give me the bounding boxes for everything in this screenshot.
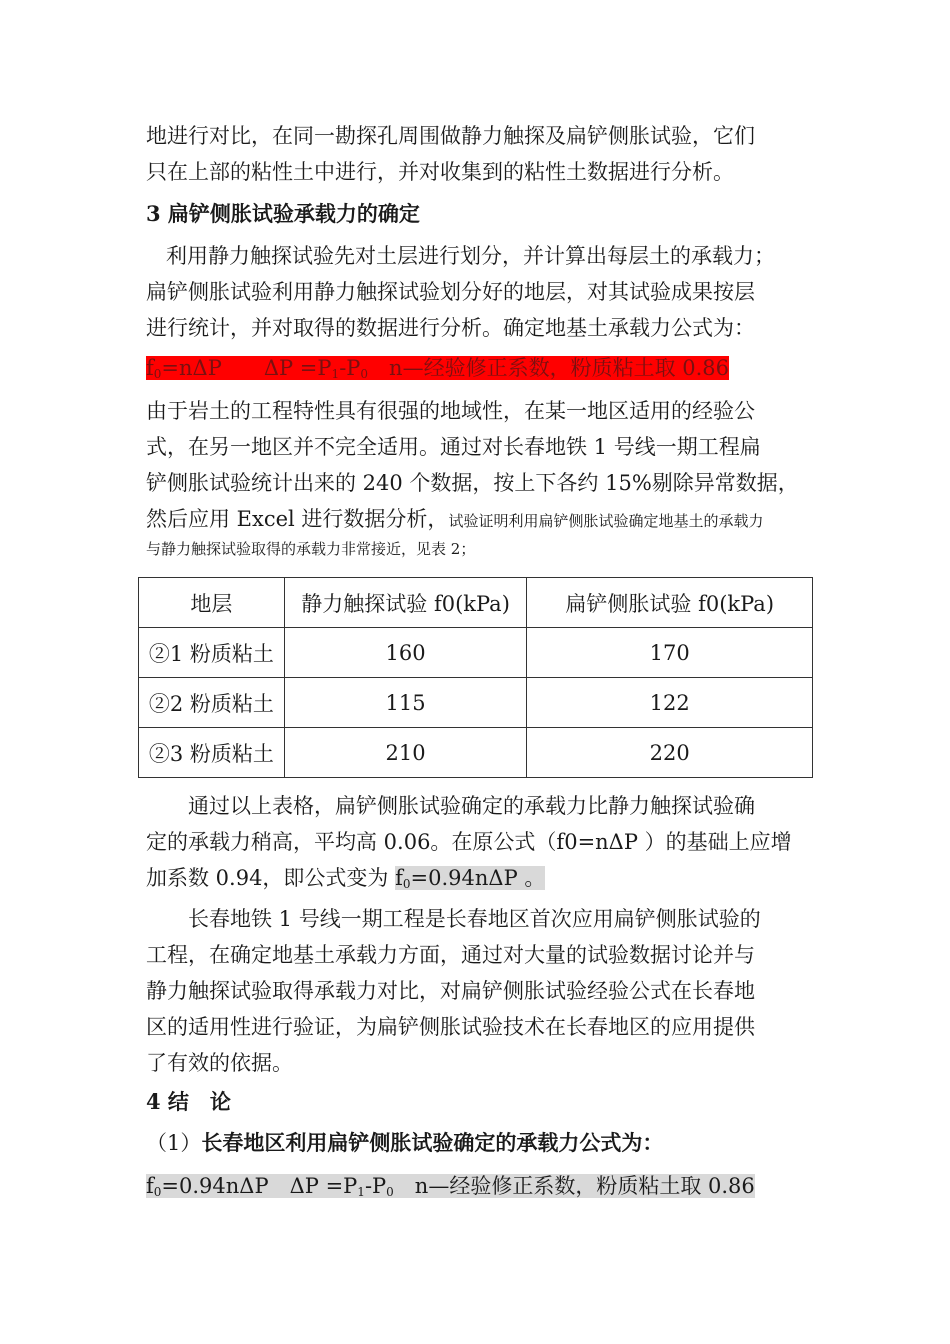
table-cell: ②3 粉质粘土 xyxy=(139,728,285,778)
paragraph-line: 与静力触探试验取得的承载力非常接近，见表 2； xyxy=(146,540,476,558)
section-heading-3: 3 扁铲侧胀试验承载力的确定 xyxy=(146,201,420,226)
paragraph-line: 地进行对比，在同一勘探孔周围做静力触探及扁铲侧胀试验，它们 xyxy=(146,124,755,148)
table-row xyxy=(139,678,813,728)
paragraph-line: 进行统计，并对取得的数据进行分析。确定地基土承载力公式为： xyxy=(146,316,755,340)
comparison-table xyxy=(138,577,813,778)
formula-highlighted-red: $f_0=n\Delta P$ $\Delta P =P_1-P_0$ n—经验修正系数，粉质粘土取 0.86 xyxy=(146,356,730,381)
table-cell: 122 xyxy=(527,678,813,728)
paragraph-line: 铲侧胀试验统计出来的 240 个数据，按上下各约 15%剔除异常数据， xyxy=(146,471,799,495)
table-cell: 220 xyxy=(527,728,813,778)
table-cell: ②1 粉质粘土 xyxy=(139,628,285,678)
table-header-cell: 地层 xyxy=(139,578,285,628)
paragraph-line: 加系数 0.94，即公式变为 $f_0=0.94n\Delta P$ 。 xyxy=(146,866,546,891)
table-row xyxy=(139,728,813,778)
paragraph-line: 由于岩土的工程特性具有很强的地域性，在某一地区适用的经验公 xyxy=(146,399,755,423)
table-cell: ②2 粉质粘土 xyxy=(139,678,285,728)
section-heading-4: 4 结 论 xyxy=(146,1089,231,1114)
table-cell: 170 xyxy=(527,628,813,678)
table-row xyxy=(139,628,813,678)
paragraph-line: 扁铲侧胀试验利用静力触探试验划分好的地层，对其试验成果按层 xyxy=(146,280,755,304)
paragraph-line: 式，在另一地区并不完全适用。通过对长春地铁 1 号线一期工程扁 xyxy=(146,435,761,459)
paragraph-line: 只在上部的粘性土中进行，并对收集到的粘性土数据进行分析。 xyxy=(146,160,734,184)
paragraph-line: 定的承载力稍高，平均高 0.06。在原公式（f0=nΔP ）的基础上应增 xyxy=(146,830,792,854)
formula-inline-highlighted: $f_0=0.94n\Delta P$ 。 xyxy=(395,866,546,891)
formula-highlighted-gray: $f_0=0.94n\Delta P$ $\Delta P =P_1-P_0$ n—经验修正系数，粉质粘土取 0.86 xyxy=(146,1174,755,1199)
paragraph-line: 通过以上表格，扁铲侧胀试验确定的承载力比静力触探试验确 xyxy=(188,794,755,818)
table-header-cell: 扁铲侧胀试验 f0(kPa) xyxy=(527,578,813,628)
table-header-row xyxy=(139,578,813,628)
conclusion-item-1: （1）长春地区利用扁铲侧胀试验确定的承载力公式为： xyxy=(146,1130,664,1155)
table-header-cell: 静力触探试验 f0(kPa) xyxy=(284,578,527,628)
paragraph-line: 静力触探试验取得承载力对比，对扁铲侧胀试验经验公式在长春地 xyxy=(146,979,755,1003)
paragraph-line: 利用静力触探试验先对土层进行划分，并计算出每层土的承载力； xyxy=(166,244,775,268)
paragraph-line: 区的适用性进行验证，为扁铲侧胀试验技术在长春地区的应用提供 xyxy=(146,1015,755,1039)
paragraph-line: 长春地铁 1 号线一期工程是长春地区首次应用扁铲侧胀试验的 xyxy=(188,907,761,931)
table-cell: 210 xyxy=(284,728,527,778)
paragraph-line: 然后应用 Excel 进行数据分析，试验证明利用扁铲侧胀试验确定地基土的承载力 xyxy=(146,507,764,531)
table-cell: 160 xyxy=(284,628,527,678)
paragraph-line: 了有效的依据。 xyxy=(146,1051,293,1075)
table-cell: 115 xyxy=(284,678,527,728)
paragraph-line: 工程，在确定地基土承载力方面，通过对大量的试验数据讨论并与 xyxy=(146,943,755,967)
